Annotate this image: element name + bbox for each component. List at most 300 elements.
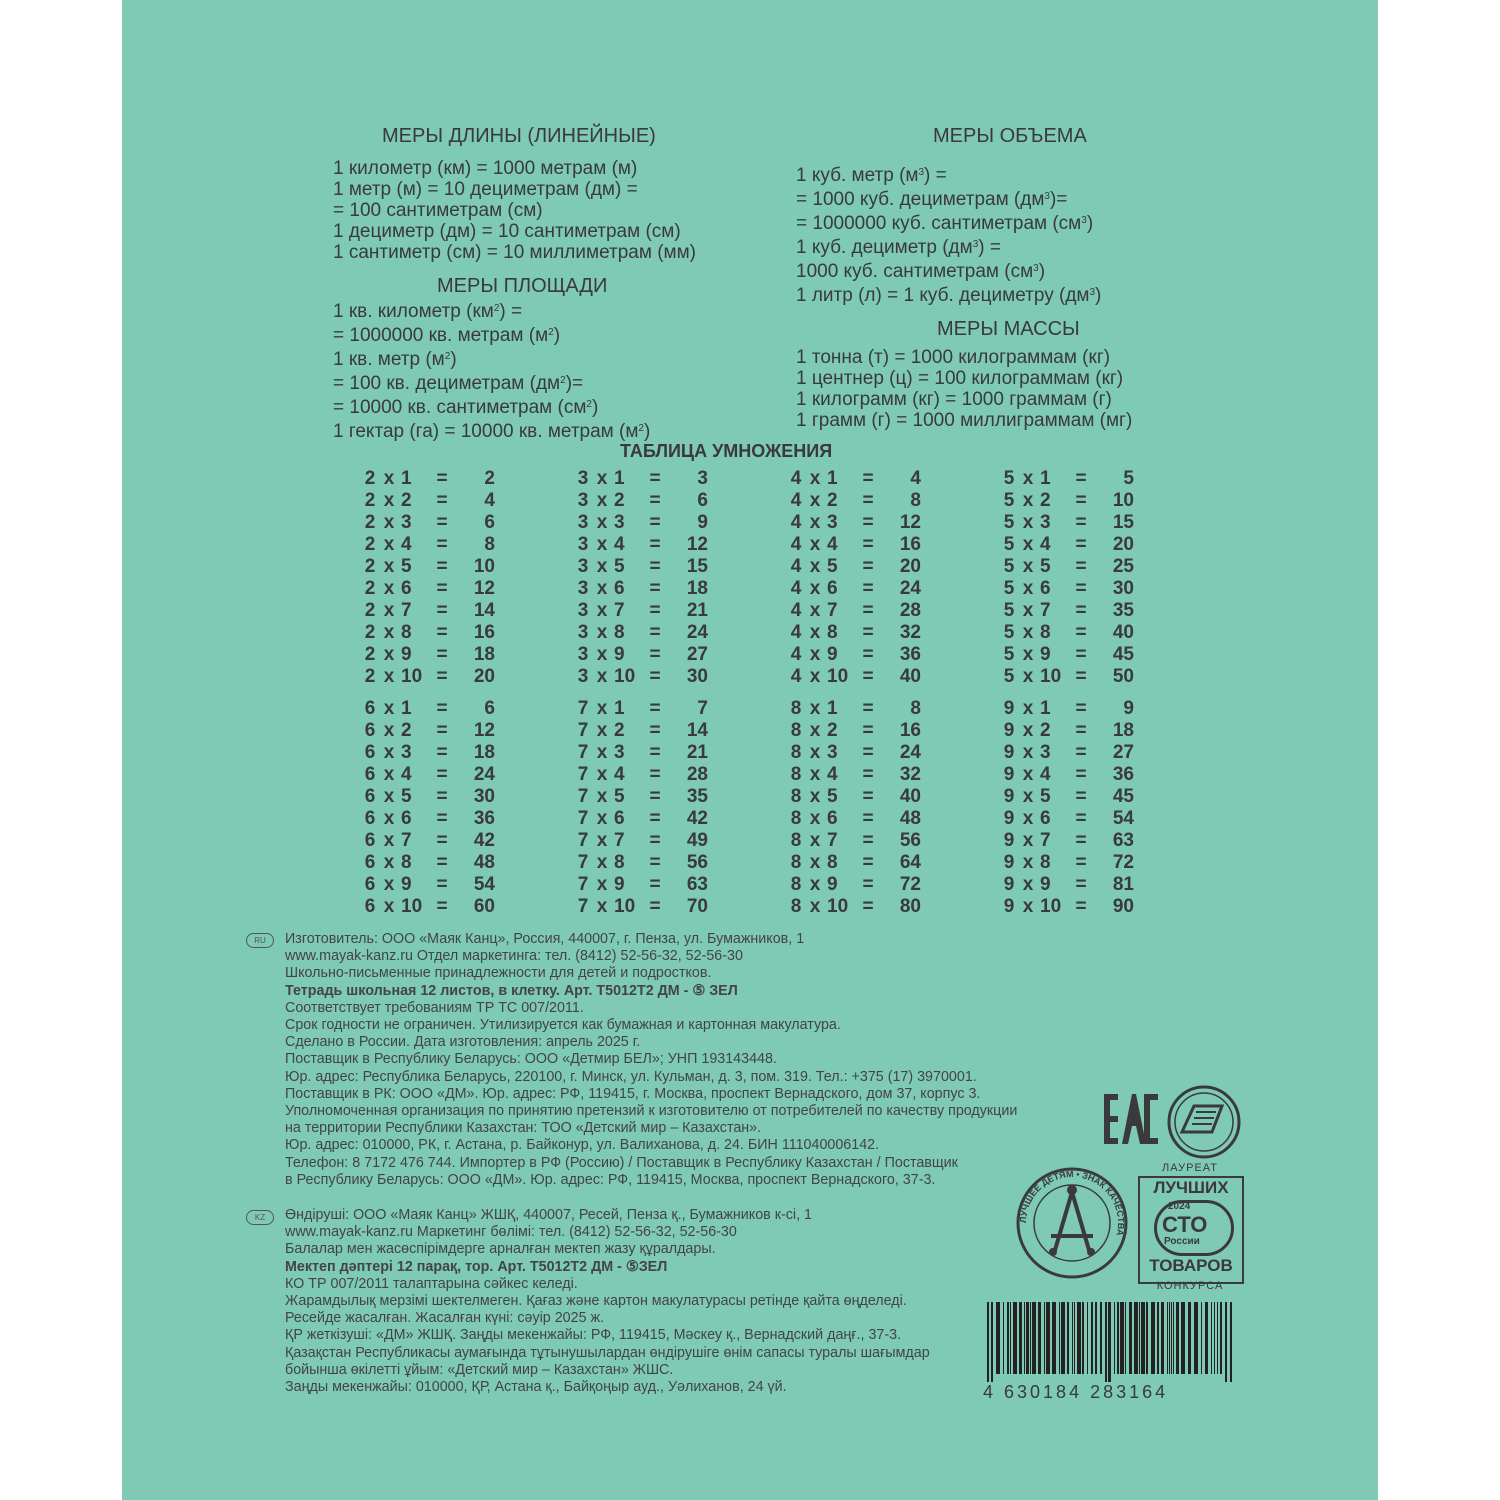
times-cell: = (649, 764, 661, 785)
info-line: на территории Республики Казахстан: ТОО «Детский мир – Казахстан». (285, 1120, 762, 1137)
info-line: Срок годности не ограничен. Утилизируется как бумажная и картонная макулатура. (285, 1017, 841, 1034)
times-cell: 9 (614, 874, 625, 895)
times-cell: 24 (899, 742, 921, 763)
barcode-bar (1194, 1302, 1198, 1374)
goods-label: ТОВАРОВ (1149, 1256, 1233, 1275)
times-cell: 32 (899, 764, 921, 785)
info-line: Тетрадь школьная 12 листов, в клетку. Арт. Т5012Т2 ДМ - ⑤ ЗЕЛ (285, 982, 738, 999)
times-cell: 3 (577, 666, 589, 687)
times-cell: = (1075, 830, 1087, 851)
times-row (999, 720, 1139, 742)
times-cell: = (1075, 534, 1087, 555)
times-row (360, 556, 500, 578)
times-cell: 36 (473, 808, 495, 829)
times-cell: 7 (577, 808, 589, 829)
times-cell: x (383, 698, 395, 719)
times-cell: x (383, 896, 395, 917)
times-cell: = (436, 622, 448, 643)
times-cell: = (1075, 644, 1087, 665)
times-cell: 9 (1003, 852, 1015, 873)
barcode-bar (1114, 1302, 1115, 1374)
times-row (786, 830, 926, 852)
times-cell: 1 (827, 698, 838, 719)
times-row (999, 512, 1139, 534)
times-cell: 9 (1003, 896, 1015, 917)
info-line: Қазақстан Республикасы аумағында тұтынушылардан өндірушіге өнім сапасы туралы шағымдар (285, 1344, 930, 1361)
times-cell: x (383, 622, 395, 643)
times-cell: 2 (614, 490, 625, 511)
info-line: Телефон: 8 7172 476 744. Импортер в РФ (Россию) / Поставщик в Республику Казахстан / Поставщик (285, 1154, 958, 1171)
times-row (786, 666, 926, 688)
times-cell: 21 (686, 742, 708, 763)
times-cell: x (1022, 852, 1034, 873)
times-cell: x (809, 600, 821, 621)
times-cell: 25 (1112, 556, 1134, 577)
times-cell: 5 (1003, 644, 1015, 665)
times-cell: 3 (577, 578, 589, 599)
times-cell: x (1022, 896, 1034, 917)
times-cell: 4 (401, 764, 412, 785)
times-cell: = (862, 490, 874, 511)
times-cell: = (649, 808, 661, 829)
times-row (573, 698, 713, 720)
times-cell: 4 (790, 622, 802, 643)
length-line: 1 сантиметр (см) = 10 миллиметрам (мм) (333, 242, 696, 263)
times-cell: 3 (577, 490, 589, 511)
times-cell: 4 (790, 666, 802, 687)
times-cell: 4 (614, 764, 625, 785)
times-cell: 20 (473, 666, 495, 687)
best-label: ЛУЧШИХ (1153, 1178, 1229, 1197)
times-cell: 2 (364, 666, 376, 687)
times-cell: x (596, 830, 608, 851)
times-row (573, 622, 713, 644)
times-cell: 8 (790, 896, 802, 917)
times-cell: 9 (697, 512, 708, 533)
times-cell: 1 (1040, 468, 1051, 489)
times-row (360, 764, 500, 786)
times-cell: x (809, 698, 821, 719)
times-cell: 9 (827, 644, 838, 665)
times-cell: = (862, 852, 874, 873)
times-cell: 6 (697, 490, 708, 511)
times-row (360, 720, 500, 742)
times-cell: 42 (473, 830, 495, 851)
times-cell: 3 (827, 512, 838, 533)
barcode-bar (1225, 1302, 1227, 1382)
times-cell: = (1075, 512, 1087, 533)
times-row (786, 896, 926, 918)
times-cell: x (1022, 666, 1034, 687)
times-cell: x (383, 468, 395, 489)
info-line: бойынша өкілетті ұйым: «Детский мир – Казахстан» ЖШС. (285, 1361, 674, 1378)
volume-line: = 1000 куб. дециметрам $(дм^3)=$ (796, 189, 1068, 210)
times-row (573, 556, 713, 578)
times-cell: 64 (899, 852, 921, 873)
times-cell: x (809, 556, 821, 577)
times-row (786, 852, 926, 874)
times-cell: = (436, 852, 448, 873)
times-cell: 12 (473, 578, 495, 599)
volume-list (796, 162, 1101, 306)
times-row (786, 534, 926, 556)
times-row (786, 556, 926, 578)
times-cell: 9 (1003, 720, 1015, 741)
info-line: Жарамдылық мерзімі шектелмеген. Қағаз және картон макулатурасы ретінде қайта өңделеді. (285, 1293, 907, 1310)
times-cell: 7 (827, 830, 838, 851)
times-cell: 5 (1123, 468, 1134, 489)
times-cell: 24 (473, 764, 495, 785)
times-cell: x (596, 512, 608, 533)
barcode-bar (1074, 1302, 1075, 1374)
times-cell: 5 (1003, 534, 1015, 555)
times-cell: 1 (401, 468, 412, 489)
info-line: www.mayak-kanz.ru Отдел маркетинга: тел. (8412) 52-56-32, 52-56-30 (285, 948, 743, 965)
times-cell: 4 (790, 490, 802, 511)
times-row (360, 534, 500, 556)
info-line: Балалар мен жасөспірімдерге арналған мектеп жазу құралдары. (285, 1241, 716, 1258)
times-cell: 2 (1040, 490, 1051, 511)
times-cell: = (1075, 490, 1087, 511)
times-cell: = (1075, 578, 1087, 599)
times-cell: = (649, 698, 661, 719)
area-line: = 1000000 кв. метрам $(м^2)$ (333, 325, 561, 346)
times-cell: 3 (577, 468, 589, 489)
barcode-bar (1139, 1302, 1140, 1374)
times-table-5 (999, 468, 1139, 688)
barcode-bar (996, 1302, 1000, 1374)
times-cell: x (383, 852, 395, 873)
times-cell: x (596, 534, 608, 555)
times-cell: = (649, 556, 661, 577)
times-row (573, 720, 713, 742)
times-cell: = (436, 742, 448, 763)
times-row (573, 600, 713, 622)
times-cell: = (649, 852, 661, 873)
times-cell: 1 (827, 468, 838, 489)
times-row (786, 874, 926, 896)
times-table-7 (573, 698, 713, 918)
barcode-bar (1173, 1302, 1174, 1374)
times-table-3 (573, 468, 713, 688)
times-cell: = (649, 720, 661, 741)
times-cell: = (436, 666, 448, 687)
times-cell: x (809, 808, 821, 829)
times-cell: 3 (614, 512, 625, 533)
barcode-bar (1230, 1302, 1232, 1382)
times-cell: = (436, 534, 448, 555)
times-cell: x (383, 742, 395, 763)
info-line: Уполномоченная организация по принятию претензий к изготовителю от потребителей по качеству продукции (285, 1103, 1018, 1120)
times-cell: 8 (790, 786, 802, 807)
times-row (573, 644, 713, 666)
barcode-bar (1169, 1302, 1170, 1374)
times-cell: 2 (364, 600, 376, 621)
times-cell: x (809, 512, 821, 533)
area-line: = 10000 кв. сантиметрам $(см^2)$ (333, 397, 599, 418)
barcode-bar (1087, 1302, 1088, 1374)
times-cell: 7 (614, 830, 625, 851)
times-cell: 18 (686, 578, 708, 599)
times-row (573, 512, 713, 534)
times-row (573, 786, 713, 808)
times-cell: = (436, 698, 448, 719)
times-cell: x (809, 764, 821, 785)
times-cell: x (596, 556, 608, 577)
notebook-cover (122, 0, 1378, 1500)
info-line: www.mayak-kanz.ru Маркетинг бөлімі: тел. (8412) 52-56-32, 52-56-30 (285, 1224, 737, 1241)
barcode-bar (1046, 1302, 1050, 1374)
times-cell: 56 (899, 830, 921, 851)
times-cell: = (862, 468, 874, 489)
info-line: ҚР жеткізуші: «ДМ» ЖШҚ. Заңды мекенжайы: РФ, 119415, Мәскеу қ., Вернадский даңғ., 37-3. (285, 1327, 902, 1344)
times-cell: 2 (484, 468, 495, 489)
times-cell: 40 (899, 666, 921, 687)
times-row (360, 600, 500, 622)
barcode-bar (1044, 1302, 1045, 1374)
times-cell: 8 (614, 852, 625, 873)
barcode-bar (987, 1302, 989, 1382)
times-row (786, 512, 926, 534)
times-cell: 4 (790, 644, 802, 665)
times-cell: 7 (577, 830, 589, 851)
times-cell: = (862, 874, 874, 895)
info-line: Поставщик в Республику Беларусь: ООО «Детмир БЕЛ»; УНП 193143448. (285, 1051, 777, 1068)
times-row (360, 786, 500, 808)
times-cell: = (862, 742, 874, 763)
times-cell: = (649, 534, 661, 555)
eac-mark-icon (1102, 1090, 1162, 1148)
times-cell: 3 (401, 742, 412, 763)
times-row (360, 490, 500, 512)
times-cell: 10 (1112, 490, 1134, 511)
times-cell: 63 (686, 874, 708, 895)
times-cell: 9 (401, 644, 412, 665)
volume-line: 1 куб. дециметр $(дм^3)$ = (796, 237, 1001, 258)
times-cell: = (1075, 808, 1087, 829)
times-cell: = (436, 896, 448, 917)
times-cell: x (383, 830, 395, 851)
times-cell: 4 (790, 534, 802, 555)
volume-line: = 1000000 куб. сантиметрам $(см^3)$ (796, 213, 1094, 234)
quality-sign-icon (1015, 1166, 1129, 1280)
times-cell: = (862, 578, 874, 599)
barcode-bar (1176, 1302, 1179, 1374)
times-cell: 7 (577, 742, 589, 763)
times-cell: 12 (686, 534, 708, 555)
barcode-bar (1146, 1302, 1148, 1374)
times-cell: 4 (827, 534, 838, 555)
times-cell: x (383, 600, 395, 621)
times-cell: 36 (899, 644, 921, 665)
times-cell: 80 (899, 896, 921, 917)
times-cell: 2 (614, 720, 625, 741)
times-cell: 1 (614, 698, 625, 719)
times-cell: = (862, 764, 874, 785)
times-cell: = (649, 468, 661, 489)
times-table-9 (999, 698, 1139, 918)
times-cell: 2 (827, 490, 838, 511)
barcode-bar (1007, 1302, 1009, 1374)
times-cell: = (649, 622, 661, 643)
times-cell: x (596, 896, 608, 917)
times-cell: 16 (899, 534, 921, 555)
times-cell: 36 (1112, 764, 1134, 785)
times-cell: = (1075, 698, 1087, 719)
times-cell: 6 (401, 578, 412, 599)
times-row (360, 512, 500, 534)
times-cell: 2 (364, 622, 376, 643)
kz-badge: KZ (246, 1210, 274, 1225)
times-cell: 10 (614, 896, 636, 917)
times-row (360, 896, 500, 918)
area-line: 1 кв. метр $(м^2)$ (333, 349, 457, 370)
area-list (333, 298, 650, 442)
times-cell: 54 (473, 874, 495, 895)
barcode-bar (1201, 1302, 1202, 1374)
barcode-bar (1120, 1302, 1124, 1374)
times-cell: 5 (1003, 512, 1015, 533)
times-row (786, 578, 926, 600)
times-row (573, 764, 713, 786)
times-cell: 10 (614, 666, 636, 687)
barcode-bar (1188, 1302, 1191, 1374)
times-table-2 (360, 468, 500, 688)
times-cell: x (383, 644, 395, 665)
times-cell: 3 (577, 512, 589, 533)
times-cell: x (596, 852, 608, 873)
times-cell: = (1075, 852, 1087, 873)
times-cell: 28 (686, 764, 708, 785)
times-cell: = (1075, 600, 1087, 621)
times-row (360, 874, 500, 896)
manufacturer-info-kz (285, 1207, 930, 1396)
times-cell: 6 (364, 720, 376, 741)
area-line: 1 гектар (га) = 10000 кв. метрам $(м^2)$ (333, 421, 651, 442)
length-line: = 100 сантиметрам (см) (333, 200, 543, 221)
volume-title: МЕРЫ ОБЪЕМА (933, 125, 1087, 147)
times-cell: 8 (790, 808, 802, 829)
times-cell: 18 (473, 644, 495, 665)
times-cell: 3 (1040, 742, 1051, 763)
times-row (999, 698, 1139, 720)
times-cell: x (809, 852, 821, 873)
times-cell: x (596, 622, 608, 643)
times-cell: 6 (364, 896, 376, 917)
book-seal-icon (1166, 1084, 1242, 1160)
barcode-bar (1091, 1302, 1093, 1374)
times-row (999, 852, 1139, 874)
times-cell: = (649, 578, 661, 599)
times-cell: 16 (473, 622, 495, 643)
times-cell: 4 (910, 468, 921, 489)
barcode-bar (1032, 1302, 1036, 1374)
times-cell: 1 (1040, 698, 1051, 719)
times-row (786, 490, 926, 512)
times-cell: 4 (1040, 534, 1051, 555)
times-cell: = (436, 720, 448, 741)
barcode-bar (1010, 1302, 1011, 1374)
times-row (999, 556, 1139, 578)
times-cell: 10 (827, 666, 849, 687)
times-cell: 8 (790, 720, 802, 741)
times-cell: = (1075, 720, 1087, 741)
times-row (999, 874, 1139, 896)
times-cell: x (596, 600, 608, 621)
times-cell: x (1022, 830, 1034, 851)
times-cell: = (1075, 786, 1087, 807)
times-row (573, 534, 713, 556)
times-cell: 70 (686, 896, 708, 917)
times-cell: 6 (364, 786, 376, 807)
times-cell: x (1022, 468, 1034, 489)
times-cell: 6 (364, 852, 376, 873)
barcode-bar (1214, 1302, 1215, 1374)
times-cell: = (649, 512, 661, 533)
length-title: МЕРЫ ДЛИНЫ (ЛИНЕЙНЫЕ) (382, 125, 656, 147)
times-cell: 7 (401, 600, 412, 621)
times-cell: 9 (1123, 698, 1134, 719)
volume-line: 1 куб. метр $(м^3)$ = (796, 165, 947, 186)
times-cell: 8 (790, 698, 802, 719)
mass-line: 1 тонна (т) = 1000 килограммам (кг) (796, 347, 1111, 368)
times-cell: 10 (473, 556, 495, 577)
times-row (360, 622, 500, 644)
times-cell: = (436, 874, 448, 895)
times-cell: x (596, 808, 608, 829)
info-line: Юр. адрес: Республика Беларусь, 220100, г. Минск, ул. Кульман, д. 3, пом. 319. Тел.: +375 (17) 3970001. (285, 1068, 977, 1085)
times-cell: = (1075, 666, 1087, 687)
times-cell: 2 (364, 512, 376, 533)
times-row (360, 644, 500, 666)
times-cell: 48 (473, 852, 495, 873)
info-line: Юр. адрес: 010000, РК, г. Астана, р. Байконур, ул. Валиханова, д. 24. БИН 111040006142. (285, 1137, 880, 1154)
times-cell: 7 (827, 600, 838, 621)
times-row (999, 644, 1139, 666)
manufacturer-info-ru (285, 931, 1017, 1189)
times-cell: x (383, 490, 395, 511)
times-cell: 10 (401, 666, 423, 687)
times-cell: x (383, 578, 395, 599)
mass-title: МЕРЫ МАССЫ (937, 318, 1080, 340)
barcode-bar (1205, 1302, 1208, 1374)
barcode-bar (1211, 1302, 1212, 1374)
times-cell: = (1075, 622, 1087, 643)
times-cell: x (1022, 786, 1034, 807)
times-cell: = (1075, 874, 1087, 895)
times-cell: = (436, 578, 448, 599)
times-cell: = (436, 786, 448, 807)
times-cell: 4 (790, 578, 802, 599)
times-cell: 2 (401, 490, 412, 511)
times-cell: 27 (686, 644, 708, 665)
times-cell: = (649, 600, 661, 621)
times-cell: 7 (697, 698, 708, 719)
times-cell: 2 (1040, 720, 1051, 741)
times-cell: x (809, 666, 821, 687)
area-line: = 100 кв. дециметрам $(дм^2)=$ (333, 373, 584, 394)
times-cell: = (862, 600, 874, 621)
times-cell: 6 (364, 830, 376, 851)
times-cell: 27 (1112, 742, 1134, 763)
times-cell: = (862, 534, 874, 555)
barcode-bar (1072, 1302, 1073, 1374)
times-cell: 35 (686, 786, 708, 807)
times-cell: 8 (614, 622, 625, 643)
times-cell: x (809, 490, 821, 511)
times-cell: 49 (686, 830, 708, 851)
times-cell: 20 (899, 556, 921, 577)
